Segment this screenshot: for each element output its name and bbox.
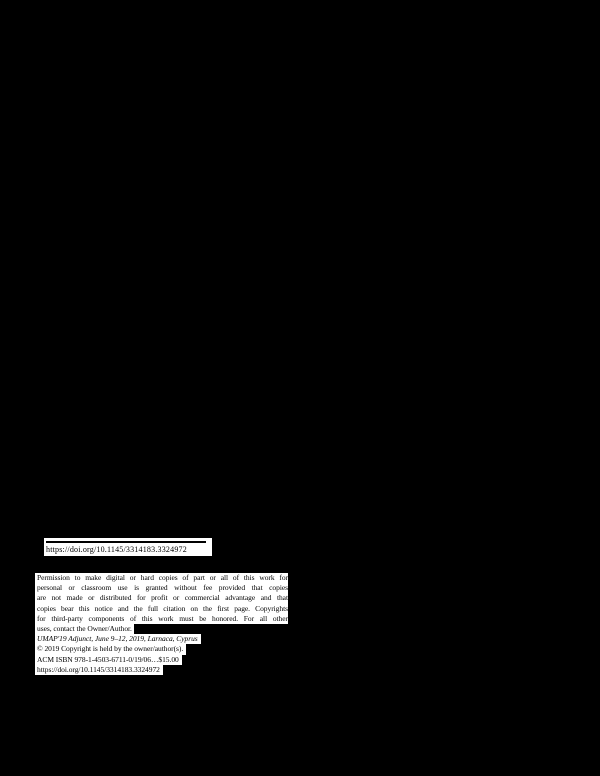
- permission-line-4: copies bear this notice and the full citation on the first page. Copyrights: [37, 603, 288, 613]
- footnote-separator-rule: [46, 541, 206, 543]
- doi-line-link[interactable]: https://doi.org/10.1145/3314183.3324972: [35, 665, 163, 675]
- permission-line-3: are not made or distributed for profit or commercial advantage and that: [37, 593, 288, 603]
- permission-line-1: Permission to make digital or hard copies of part or all of this work for: [37, 573, 288, 582]
- copyright-notice: [35, 573, 288, 675]
- copyright-line: © 2019 Copyright is held by the owner/author(s).: [35, 644, 186, 654]
- redaction-bar: [134, 624, 288, 634]
- doi-footnote: [44, 538, 212, 556]
- permission-line-6-row: [35, 624, 288, 634]
- venue-line: UMAP'19 Adjunct, June 9–12, 2019, Larnaca, Cyprus: [35, 634, 201, 644]
- isbn-line: ACM ISBN 978-1-4503-6711-0/19/06…$15.00: [35, 655, 182, 665]
- permission-line-5: for third-party components of this work must be honored. For all other: [37, 613, 288, 623]
- permission-line-2: personal or classroom use is granted without fee provided that copies: [37, 583, 288, 593]
- permission-line-6: uses, contact the Owner/Author.: [37, 624, 132, 634]
- doi-link[interactable]: https://doi.org/10.1145/3314183.3324972: [46, 545, 187, 554]
